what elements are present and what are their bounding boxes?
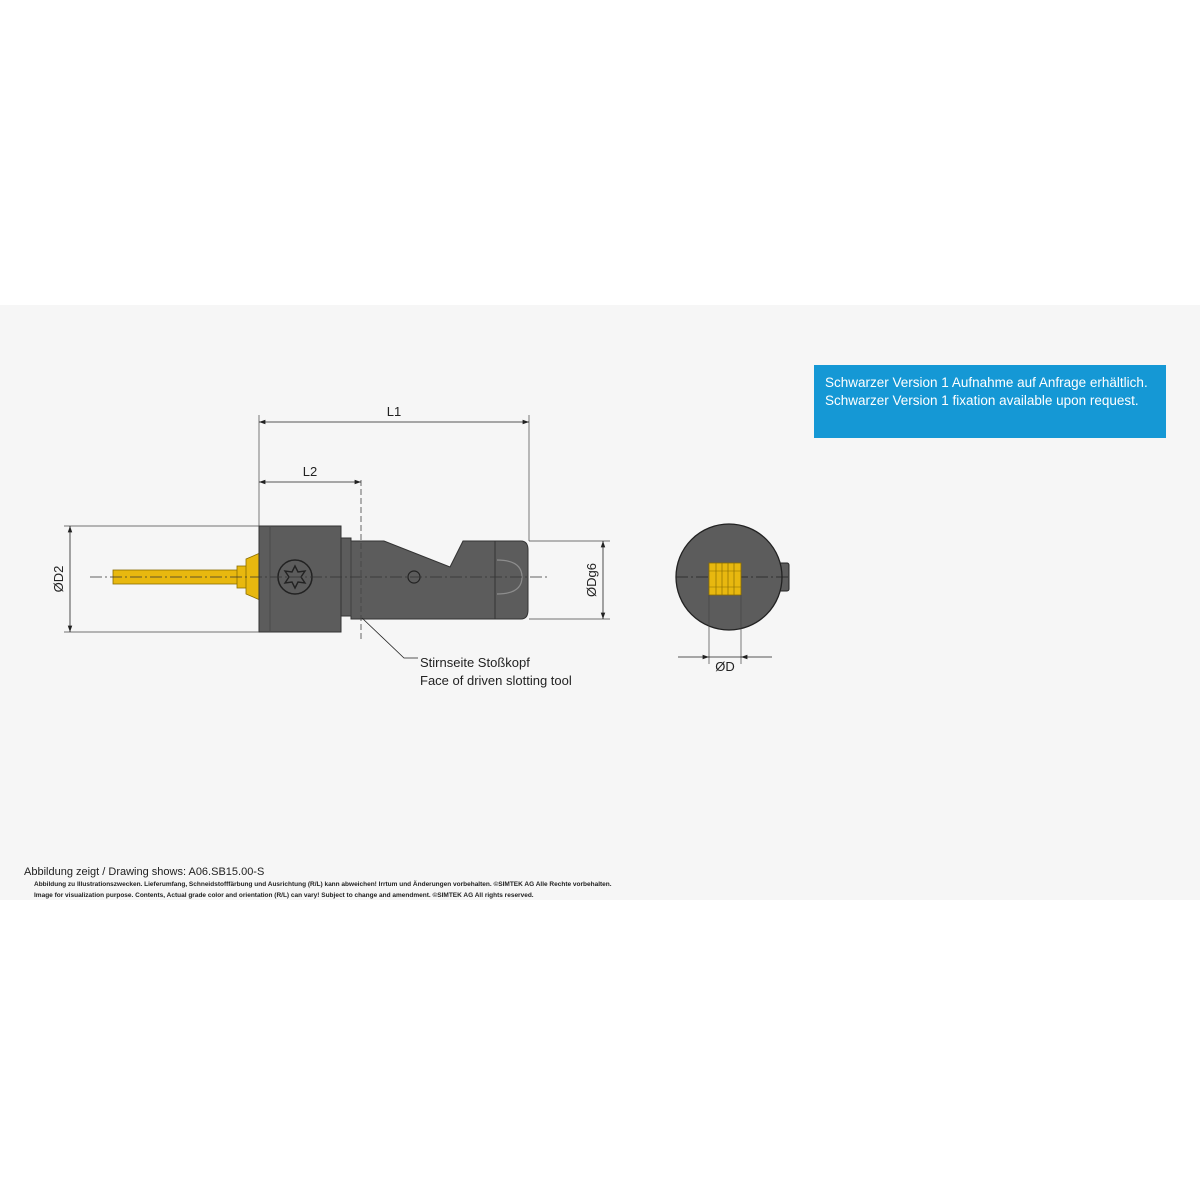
dimension-l2-label: L2 [302,464,318,479]
dimension-d2-label: ØD2 [51,565,66,593]
dimension-dg6 [584,541,603,619]
disclaimer-de: Abbildung zu Illustrationszwecken. Lieferumfang, Schneidstofffärbung und Ausrichtung (R/L) kann abweichen! Irrtum und Änderungen vorbehalten. ©SIMTEK AG Alle Rechte vorbehalten. [34,881,612,888]
dimension-d2 [51,526,70,632]
disclaimer-en: Image for visualization purpose. Contents, Actual grade color and orientation (R/L) can vary! Subject to change and amendment. ©SIMTEK AG All rights reserved. [34,892,534,899]
drawing-shows-label: Abbildung zeigt / Drawing shows: A06.SB15.00-S [24,866,265,878]
notice-line-de: Schwarzer Version 1 Aufnahme auf Anfrage erhältlich. [825,375,1148,390]
footer [24,866,612,901]
dimension-l1-label: L1 [386,404,402,419]
callout-label-de: Stirnseite Stoßkopf [420,655,530,670]
callout-label-en: Face of driven slotting tool [420,673,572,688]
notice-line-en: Schwarzer Version 1 fixation available upon request. [825,393,1139,408]
dimension-d [678,657,772,674]
nose-cap [495,541,528,619]
dimension-l1 [259,404,529,422]
dimension-l2 [259,464,361,482]
insert-shank [113,553,260,600]
notice-box [814,365,1166,438]
insert-square [709,563,741,595]
dimension-d-label: ØD [715,659,735,674]
front-view [676,524,790,674]
face-callout [362,618,572,688]
side-view [51,404,610,688]
dimension-dg6-label: ØDg6 [584,563,599,597]
